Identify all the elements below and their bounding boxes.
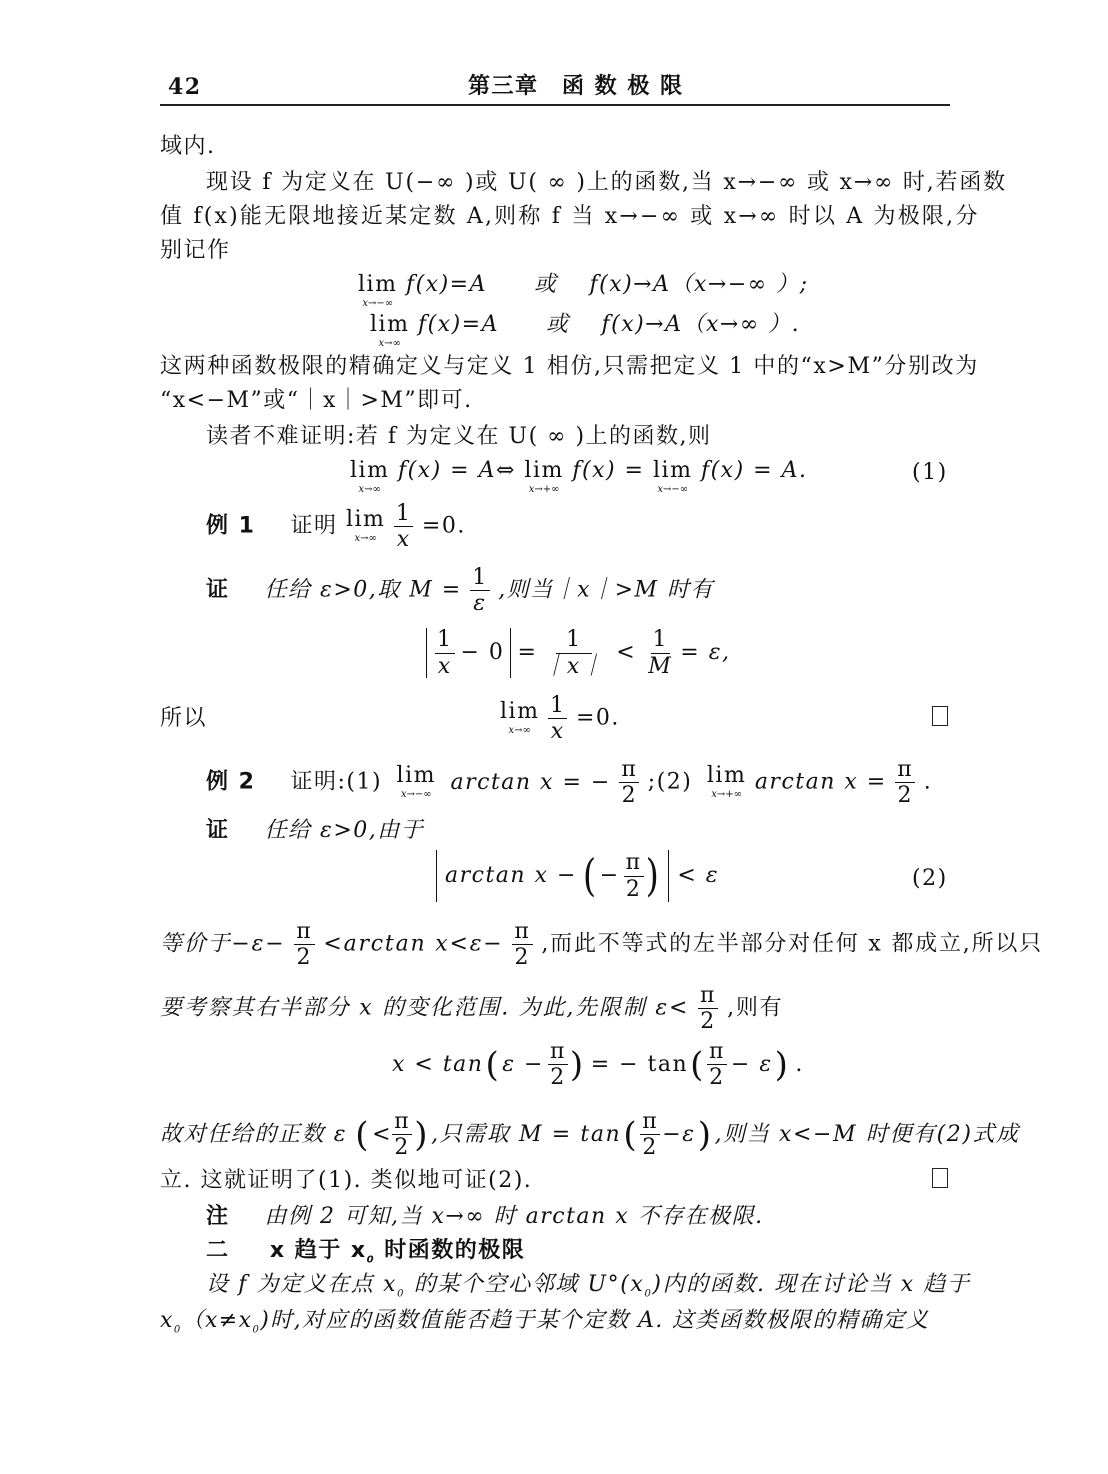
equation-2: arctan x − ( − $\frac{\pi}{2}$ ) < ε [436,850,719,902]
section-heading: 二 x 趋于 $x_0$ 时函数的极限 [206,1238,526,1266]
text-line: 读者不难证明:若 f 为定义在 U( ∞ )上的函数,则 [206,424,712,449]
equation-tan: x < tan ( ε − $\frac{\pi}{2}$ ) = − tan ( $\frac{\pi}{2}$ − ε ) . [392,1039,804,1091]
text-line: 设 f 为定义在点 $x_0$ 的某个空心邻域 $U^\circ(x_0)$内的函数. 现在讨论当 x 趋于 [206,1272,971,1300]
proof-2: 证 任给 ε>0,由于 [206,818,425,843]
text-line: 别记作 [160,238,231,263]
text-line: $x_0(x\ne x_0)$时,对应的函数值能否趋于某个定数 A. 这类函数极限的精确定义 [160,1308,930,1336]
qed-square [932,706,948,726]
text-line: 这两种函数极限的精确定义与定义 1 相仿,只需把定义 1 中的“x>M”分别改为 [160,354,979,379]
inequality-abs: $\frac{1}{x}$ − 0 = $\frac{1}{|x|}$ < $\frac{1}{M}$ = ε, [426,628,731,678]
chapter-title: 第三章 函 数 极 限 [468,74,684,99]
qed-square [932,1168,948,1188]
equation-number-1: (1) [912,460,948,485]
note: 注 由例 2 可知,当 x→∞ 时 arctan x 不存在极限. [206,1204,764,1229]
equation-1: lim x→∞ f(x) = A⇔ lim x→+∞ f(x) = lim x→−∞ f(x) = A. [350,458,808,495]
text-line: 现设 f 为定义在 U(−∞ )或 U( ∞ )上的函数,当 x→−∞ 或 x→∞ 时,若函数 [206,170,1007,195]
so-label: 所以 [160,706,208,731]
page-number: 42 [168,74,202,100]
text-line: 域内. [160,134,216,159]
example-2: 例 2 证明:(1) lim x→−∞ arctan x = − $\frac{\pi}{2}$ ;(2) lim x→+∞ arctan x = $\frac{\pi}{2}$ . [206,757,933,809]
proof-1: 证 任给 ε>0,取 M = $\frac{1}{\varepsilon}$ ,则当｜x｜>M 时有 [206,565,715,617]
equation-limit-neg-inf: lim x→−∞ f(x)=A 或 f(x)→A（x→−∞ ）; [358,272,809,309]
text-line: 故对任给的正数 ε ( < $\frac{\pi}{2}$ ) ,只需取 M = tan ( $\frac{\pi}{2}$ −ε ) ,则当 x<−M 时便有(2)式成 [160,1109,1020,1161]
text-line: “x<−M”或“｜x｜>M”即可. [160,388,473,413]
text-line: 等价于−ε− $\frac{\pi}{2}$ <arctan x<ε− $\frac{\pi}{2}$ ,而此不等式的左半部分对任何 x 都成立,所以只 [160,919,1043,971]
conclusion-1: lim x→∞ $\frac{1}{x}$ =0. [500,693,620,745]
text-line: 立. 这就证明了(1). 类似地可证(2). [160,1168,533,1193]
example-1: 例 1 证明 lim x→∞ $\frac{1}{x}$ =0. [206,501,466,553]
equation-number-2: (2) [912,866,948,891]
text-line: 值 f(x)能无限地接近某定数 A,则称 f 当 x→−∞ 或 x→∞ 时以 A 为极限,分 [160,204,980,229]
header-rule [160,104,950,106]
equation-limit-inf: lim x→∞ f(x)=A 或 f(x)→A（x→∞ ）. [370,312,801,349]
text-line: 要考察其右半部分 x 的变化范围. 为此,先限制 ε< $\frac{\pi}{2}$ ,则有 [160,983,784,1035]
